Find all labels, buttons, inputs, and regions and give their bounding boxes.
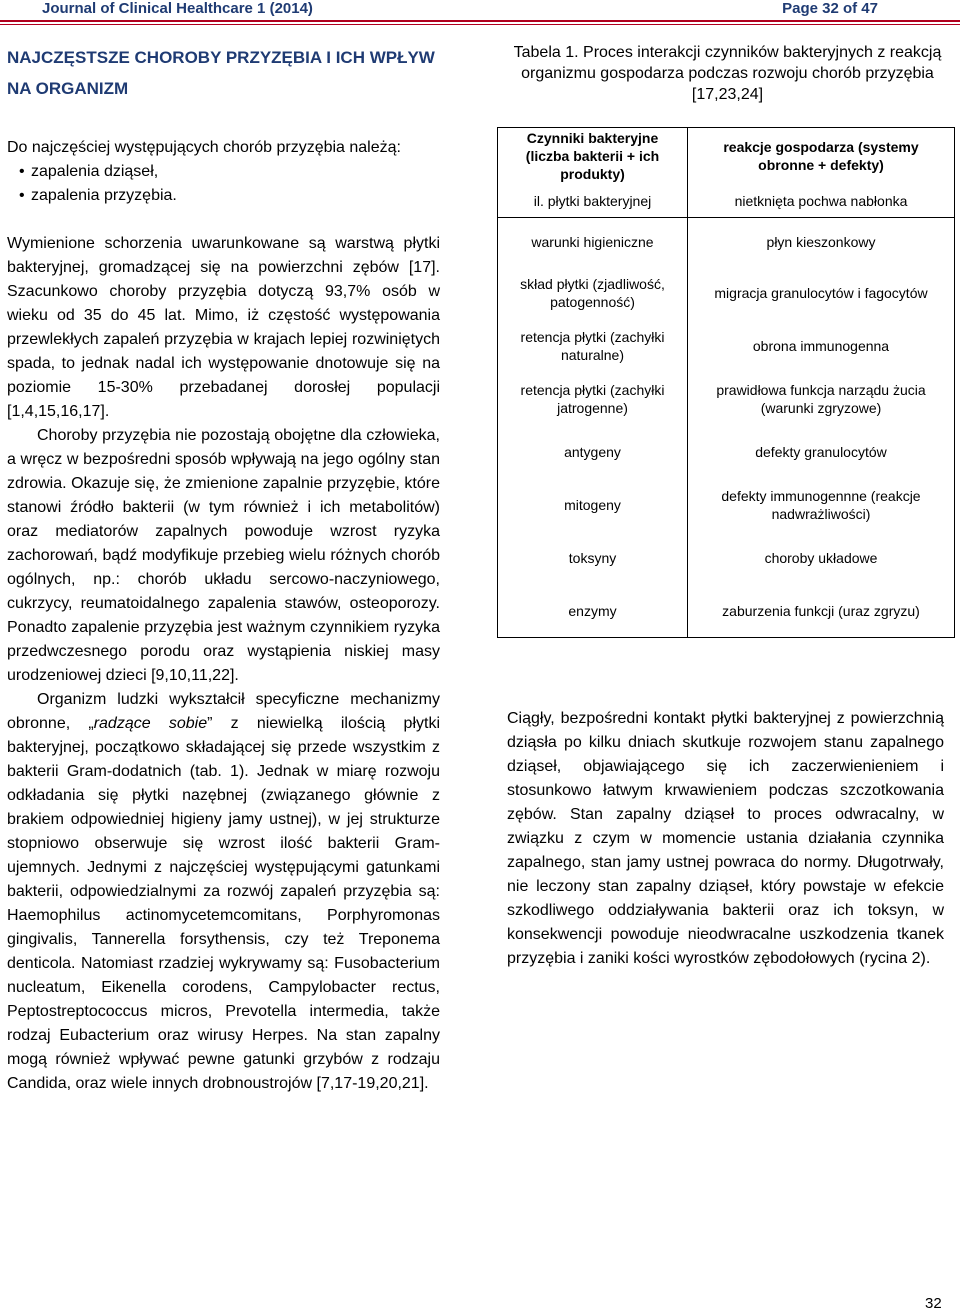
paragraph: Organizm ludzki wykształcił specyficzne mechanizmy obronne, „radzące sobie” z niewielką ilością płytki bakteryjnej, początkowo składającej się przede wszystkim z bakterii Gram-dodatnich (tab. 1). Jednak w miarę rozwoju odkładania się płytki nazębnej (związanego głównie z brakiem odpowiedniej higieny jamy ustnej), w jej strukturze stopniowo obserwuje się wzrost ilość bakterii Gram-ujemnych. Jednymi z najczęściej występującymi gatunkami bakterii, odpowiedzialnymi za rozwój zapaleń przyzębia są: Haemophilus actinomycetemcomitans, Porphyromonas gingivalis, Tannerella forsythensis, czy też Treponema denticola. Natomiast rzadziej wykrywamy są: Fusobacterium nucleatum, Eikenella corodens, Campylobacter rectus, Peptostreptococcus micros, Prevotella intermedia, także rodzaj Eubacterium oraz wirusy Herpes. Na stan zapalny mogą również wpływać pewne gatunki grzybów z rodzaju Candida, oraz wiele innych drobnoustrojów [7,17-19,20,21]. xyxy=(7,691,440,1092)
disease-list xyxy=(7,160,440,208)
list-item: • zapalenia dziąseł, xyxy=(19,160,440,184)
list-item: • zapalenia przyzębia. xyxy=(19,184,440,208)
table-cell: obrona immunogenna xyxy=(688,319,955,372)
paragraph: Choroby przyzębia nie pozostają obojętne dla człowieka, a wręcz w bezpośredni sposób wpływają na jego ogólny stan zdrowia. Okazuje się, że zmienione zapalnie przyzębie, które stanowi źródło bakterii (w tym również i ich metabolitów) oraz mediatorów zapalnych powoduje wzrost ryzyka zachorowań, bądź modyfikuje przebieg wielu różnych chorób ogólnych, np.: chorób układu sercowo-naczyniowego, cukrzycy, reumatoidalnego zapalenia stawów, osteoporozy. Ponadto zapalenie przyzębia jest ważnym czynnikiem ryzyka przedwczesnego porodu oraz wystąpienia niskiej masy urodzeniowej dzieci [9,10,11,22]. xyxy=(7,427,440,684)
interaction-table xyxy=(497,127,955,638)
page-header xyxy=(0,0,960,22)
table-cell: płyn kieszonkowy xyxy=(688,218,955,267)
table-row xyxy=(498,319,955,372)
table-row xyxy=(498,531,955,584)
table-cell: zaburzenia funkcji (uraz zgryzu) xyxy=(688,584,955,638)
table-cell: retencja płytki (zachyłki jatrogenne) xyxy=(498,372,688,425)
table-header-bacterial: Czynniki bakteryjne (liczba bakterii + ich produkty) xyxy=(498,128,688,185)
header-rule xyxy=(0,20,960,22)
table-cell: warunki higieniczne xyxy=(498,218,688,267)
bullet-icon: • xyxy=(19,187,25,204)
section-title: NAJCZĘSTSZE CHOROBY PRZYZĘBIA I ICH WPŁYW NA ORGANIZM xyxy=(7,48,435,98)
table-cell: antygeny xyxy=(498,425,688,478)
table-cell: choroby układowe xyxy=(688,531,955,584)
table-subheader: il. płytki bakteryjnej xyxy=(498,184,688,218)
journal-name: Journal of Clinical Healthcare 1 (2014) xyxy=(42,0,313,17)
table-row xyxy=(498,372,955,425)
page-number: 32 xyxy=(925,1295,942,1312)
paragraph: Wymienione schorzenia uwarunkowane są warstwą płytki bakteryjnej, gromadzącej się na powierzchni zębów [17]. Szacunkowo choroby przyzębia dotyczą 93,7% osób w wieku od 35 do 45 lat. Mimo, iż częstość występowania przewlekłych zapaleń przyzębia w krajach lepiej rozwiniętych spada, to jednak nadal ich występowanie dnotowuje się na poziomie 15-30% przebadanej dorosłej populacji [1,4,15,16,17]. xyxy=(7,235,440,420)
body-text xyxy=(7,232,440,1096)
right-body-text xyxy=(507,707,944,971)
header-rule-thin xyxy=(0,24,960,25)
table-cell: retencja płytki (zachyłki naturalne) xyxy=(498,319,688,372)
table-cell: skład płytki (zjadliwość, patogenność) xyxy=(498,266,688,319)
table-cell: enzymy xyxy=(498,584,688,638)
page-indicator: Page 32 of 47 xyxy=(782,0,878,17)
right-column xyxy=(497,42,954,638)
table-row xyxy=(498,266,955,319)
bullet-icon: • xyxy=(19,163,25,180)
table-row xyxy=(498,425,955,478)
intro-paragraph: Do najczęściej występujących chorób przyzębia należą: xyxy=(7,139,401,156)
table-cell: defekty immunogennne (reakcje nadwrażliwości) xyxy=(688,478,955,531)
table-row xyxy=(498,478,955,531)
table-subheader: nietknięta pochwa nabłonka xyxy=(688,184,955,218)
table-cell: mitogeny xyxy=(498,478,688,531)
table-cell: defekty granulocytów xyxy=(688,425,955,478)
table-row xyxy=(498,218,955,267)
table-row xyxy=(498,584,955,638)
table-cell: migracja granulocytów i fagocytów xyxy=(688,266,955,319)
table-cell: toksyny xyxy=(498,531,688,584)
table-header-host: reakcje gospodarza (systemy obronne + defekty) xyxy=(688,128,955,185)
paragraph: Ciągły, bezpośredni kontakt płytki bakteryjnej z powierzchnią dziąsła po kilku dniach skutkuje rozwojem stanu zapalnego dziąseł, objawiającego się ich zaczerwienieniem i stosunkowo łatwym krwawieniem podczas szczotkowania zębów. Stan zapalny dziąseł to proces odwracalny, w związku z czym w momencie ustania działania czynnika zapalnego, stan jamy ustnej powraca do normy. Długotrwały, nie leczony stan zapalny dziąseł, który powstaje w efekcie szkodliwego oddziaływania bakterii oraz ich toksyn, w konsekwencji powoduje nieodwracalne uszkodzenia tkanek przyzębia i zaniki kości wyrostków zębodołowych (rycina 2). xyxy=(507,710,944,967)
left-column xyxy=(7,42,440,1096)
table-cell: prawidłowa funkcja narządu żucia (warunki zgryzowe) xyxy=(688,372,955,425)
table-caption: Tabela 1. Proces interakcji czynników bakteryjnych z reakcją organizmu gospodarza podczas rozwoju chorób przyzębia [17,23,24] xyxy=(513,44,942,103)
emphasis: radzące sobie xyxy=(93,715,208,732)
